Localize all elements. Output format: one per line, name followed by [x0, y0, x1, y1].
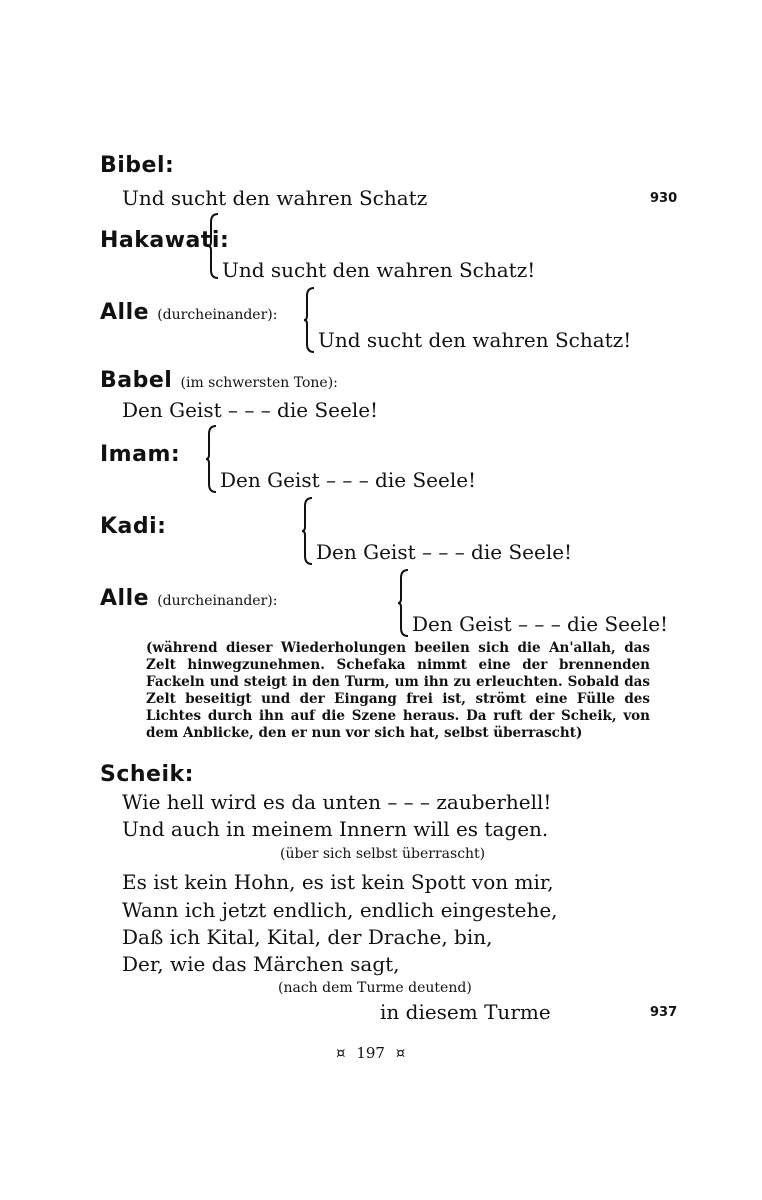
verse-line-scheik-6: Der, wie das Märchen sagt, — [122, 952, 400, 976]
verse-line-scheik-5: Daß ich Kital, Kital, der Drache, bin, — [122, 925, 493, 949]
brace-hakawati — [206, 212, 220, 280]
stage-aside-2: (nach dem Turme deutend) — [278, 980, 472, 996]
speaker-kadi: Kadi: — [100, 514, 167, 539]
page-number-value: 197 — [356, 1044, 385, 1062]
ornament-right: ¤ — [395, 1044, 406, 1062]
verse-line-scheik-1: Wie hell wird es da unten – – – zauberhell! — [122, 790, 552, 814]
verse-line-scheik-2: Und auch in meinem Innern will es tagen. — [122, 817, 549, 841]
stage-direction: (während dieser Wiederholungen beeilen sich die An'allah, das Zelt hinwegzunehmen. Schefaka nimmt eine der brennenden Fackeln und steigt in den Turm, um ihn zu erleuchten. Sobald das Zelt beseitigt und der Eingang frei ist, strömt eine Fülle des Lichtes durch ihn auf die Szene heraus. Da ruft der Scheik, von dem Anblicke, den er nun vor sich hat, selbst überrascht) — [146, 640, 650, 741]
verse-line-scheik-7: in diesem Turme — [380, 1000, 551, 1024]
verse-line-kadi: Den Geist – – – die Seele! — [316, 540, 573, 564]
verse-line-scheik-4: Wann ich jetzt endlich, endlich eingestehe, — [122, 898, 558, 922]
line-number-937: 937 — [650, 1005, 678, 1020]
verse-line-hakawati: Und sucht den wahren Schatz! — [222, 258, 536, 282]
verse-line-bibel: Und sucht den wahren Schatz — [122, 186, 428, 210]
verse-line-babel: Den Geist – – – die Seele! — [122, 398, 379, 422]
speaker-hakawati: Hakawati: — [100, 228, 230, 253]
speaker-note: (durcheinander): — [157, 307, 278, 323]
speaker-alle-2: Alle (durcheinander): — [100, 586, 278, 611]
brace-alle-2 — [396, 568, 410, 638]
verse-line-imam: Den Geist – – – die Seele! — [220, 468, 477, 492]
speaker-note: (durcheinander): — [157, 593, 278, 609]
page-number — [336, 1044, 405, 1062]
brace-imam — [204, 424, 218, 494]
speaker-alle-1: Alle (durcheinander): — [100, 300, 278, 325]
verse-line-alle-1: Und sucht den wahren Schatz! — [318, 328, 632, 352]
speaker-imam: Imam: — [100, 442, 181, 467]
speaker-bibel: Bibel: — [100, 153, 175, 178]
stage-aside-1: (über sich selbst überrascht) — [280, 846, 486, 862]
speaker-scheik: Scheik: — [100, 762, 194, 787]
brace-alle-1 — [302, 286, 316, 354]
line-number-930: 930 — [650, 191, 678, 206]
verse-line-alle-2: Den Geist – – – die Seele! — [412, 612, 669, 636]
verse-line-scheik-3: Es ist kein Hohn, es ist kein Spott von mir, — [122, 870, 554, 894]
ornament-left: ¤ — [336, 1044, 346, 1062]
brace-kadi — [300, 496, 314, 566]
speaker-babel: Babel (im schwersten Tone): — [100, 368, 338, 393]
speaker-note: (im schwersten Tone): — [180, 375, 338, 391]
